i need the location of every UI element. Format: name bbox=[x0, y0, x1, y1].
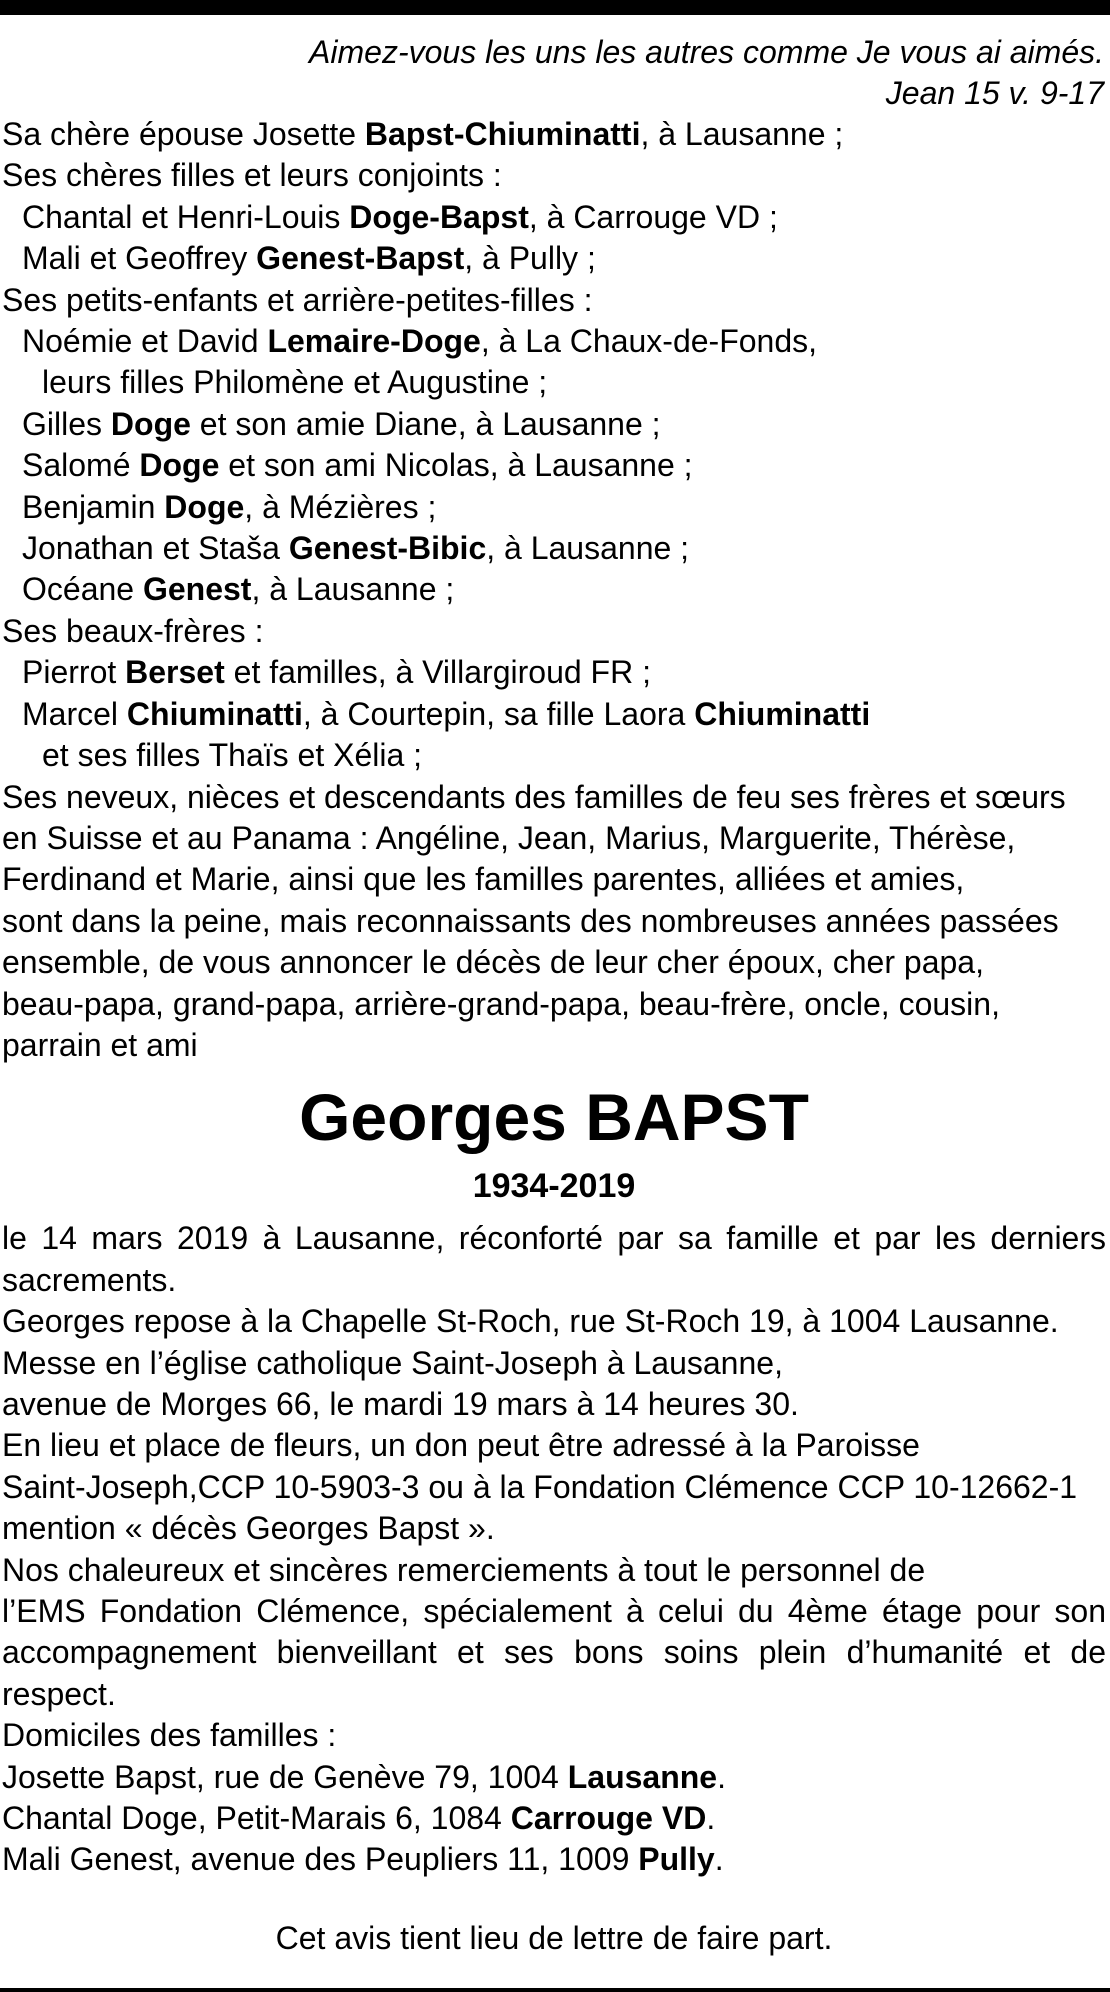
grandchild-surname: Doge bbox=[139, 447, 220, 484]
closing-note: Cet avis tient lieu de lettre de faire part. bbox=[275, 1919, 833, 1956]
grandchild-prefix: Gilles bbox=[22, 405, 111, 442]
grandchild-line bbox=[2, 569, 1106, 610]
grandchild-suffix: , à La Chaux-de-Fonds, bbox=[480, 323, 818, 360]
verse-text: Aimez-vous les uns les autres comme Je vous ai aimés. bbox=[309, 34, 1104, 70]
niece-surname: Chiuminatti bbox=[694, 695, 871, 732]
brother-in-law-prefix: Pierrot bbox=[22, 654, 126, 691]
grandchild-line bbox=[2, 404, 1106, 445]
grandchild-prefix: Benjamin bbox=[22, 488, 165, 525]
grandchild-prefix: Noémie et David bbox=[22, 323, 268, 360]
grandchildren-heading: Ses petits-enfants et arrière-petites-filles : bbox=[2, 281, 593, 318]
domicile-city: Carrouge VD bbox=[510, 1800, 707, 1837]
brother-in-law-prefix: Marcel bbox=[22, 695, 127, 732]
spouse-suffix: , à Lausanne ; bbox=[640, 116, 844, 152]
domicile-address: Josette Bapst, rue de Genève 79, 1004 bbox=[2, 1758, 568, 1795]
domicile-line bbox=[2, 1757, 1106, 1798]
daughter-prefix: Mali et Geoffrey bbox=[22, 240, 257, 277]
top-border bbox=[0, 0, 1110, 15]
grandchild-prefix: Jonathan et Staša bbox=[22, 530, 289, 567]
grandchild-line bbox=[2, 321, 1106, 362]
daughter-suffix: , à Pully ; bbox=[464, 240, 596, 277]
grandchild-suffix: , à Lausanne ; bbox=[251, 571, 455, 608]
daughter-suffix: , à Carrouge VD ; bbox=[528, 198, 778, 235]
daughter-line bbox=[2, 197, 1106, 238]
bible-verse bbox=[2, 32, 1106, 114]
domicile-address: Mali Genest, avenue des Peupliers 11, 1009 bbox=[2, 1841, 639, 1878]
bottom-border bbox=[0, 1988, 1110, 1992]
grandchild-suffix: et son amie Diane, à Lausanne ; bbox=[190, 405, 661, 442]
brother-in-law-middle: , à Courtepin, sa fille Laora bbox=[302, 695, 695, 732]
announcement-line: Ses neveux, nièces et descendants des familles de feu ses frères et sœurs bbox=[2, 778, 1066, 815]
grandchild-surname: Genest-Bibic bbox=[288, 530, 487, 567]
grandchild-line bbox=[2, 487, 1106, 528]
daughters-heading: Ses chères filles et leurs conjoints : bbox=[2, 157, 502, 194]
grandchild-continuation: leurs filles Philomène et Augustine ; bbox=[42, 364, 548, 401]
domicile-line bbox=[2, 1839, 1106, 1880]
announcement-line: Ferdinand et Marie, ainsi que les familles parentes, alliées et amies, bbox=[2, 861, 965, 898]
announcement-line: sont dans la peine, mais reconnaissants des nombreuses années passées bbox=[2, 902, 1059, 939]
domicile-line bbox=[2, 1798, 1106, 1839]
detail-line: avenue de Morges 66, le mardi 19 mars à 14 heures 30. bbox=[2, 1385, 799, 1422]
domicile-city: Pully bbox=[638, 1841, 715, 1878]
grandchild-prefix: Océane bbox=[22, 571, 143, 608]
grandchild-surname: Genest bbox=[142, 571, 252, 608]
grandchild-surname: Lemaire-Doge bbox=[267, 323, 481, 360]
daughter-line bbox=[2, 238, 1106, 279]
grandchild-line bbox=[2, 445, 1106, 486]
detail-line: Saint-Joseph,CCP 10-5903-3 ou à la Fondation Clémence CCP 10-12662-1 bbox=[2, 1468, 1078, 1505]
brother-in-law-suffix: et familles, à Villargiroud FR ; bbox=[224, 654, 651, 691]
grandchild-suffix: , à Mézières ; bbox=[244, 488, 437, 525]
deceased-name: Georges BAPST bbox=[299, 1080, 809, 1155]
grandchild-prefix: Salomé bbox=[22, 447, 140, 484]
domiciles-heading: Domiciles des familles : bbox=[2, 1717, 337, 1754]
brother-in-law-surname: Chiuminatti bbox=[126, 695, 303, 732]
brother-in-law-line bbox=[2, 694, 1106, 735]
domicile-end: . bbox=[717, 1758, 726, 1795]
detail-line: mention « décès Georges Bapst ». bbox=[2, 1510, 495, 1547]
brothers-in-law-heading: Ses beaux-frères : bbox=[2, 612, 264, 649]
domicile-end: . bbox=[714, 1841, 724, 1878]
grandchild-surname: Doge bbox=[110, 405, 191, 442]
daughter-prefix: Chantal et Henri-Louis bbox=[22, 198, 350, 235]
brother-in-law-surname: Berset bbox=[125, 654, 225, 691]
announcement-paragraph bbox=[2, 777, 1106, 1067]
domicile-end: . bbox=[706, 1800, 716, 1837]
detail-line: Messe en l’église catholique Saint-Joseph à Lausanne, bbox=[2, 1344, 783, 1381]
death-details: le 14 mars 2019 à Lausanne, réconforté par sa famille et par les derniers sacrements. bbox=[2, 1220, 1106, 1298]
daughter-surname: Genest-Bapst bbox=[256, 240, 465, 277]
grandchild-surname: Doge bbox=[164, 488, 245, 525]
thanks-line: Nos chaleureux et sincères remerciements à tout le personnel de bbox=[2, 1551, 926, 1588]
thanks-paragraph: l’EMS Fondation Clémence, spécialement à celui du 4ème étage pour son accompagnement bienveillant et ses bons soins plein d’humanité et de respect. bbox=[2, 1593, 1106, 1712]
deceased-years: 1934-2019 bbox=[472, 1167, 636, 1206]
spouse-prefix: Sa chère épouse Josette bbox=[2, 116, 365, 152]
brother-in-law-continuation: et ses filles Thaïs et Xélia ; bbox=[42, 737, 423, 774]
announcement-line: en Suisse et au Panama : Angéline, Jean, Marius, Marguerite, Thérèse, bbox=[2, 819, 1016, 856]
grandchild-suffix: , à Lausanne ; bbox=[486, 530, 690, 567]
detail-line: Georges repose à la Chapelle St-Roch, rue St-Roch 19, à 1004 Lausanne. bbox=[2, 1303, 1059, 1340]
brother-in-law-line bbox=[2, 652, 1106, 693]
announcement-line: beau-papa, grand-papa, arrière-grand-papa, beau-frère, oncle, cousin, bbox=[2, 985, 1000, 1022]
spouse-surname: Bapst-Chiuminatti bbox=[364, 116, 641, 152]
grandchild-line bbox=[2, 528, 1106, 569]
daughter-surname: Doge-Bapst bbox=[349, 198, 529, 235]
announcement-line: ensemble, de vous annoncer le décès de leur cher époux, cher papa, bbox=[2, 944, 984, 981]
domicile-address: Chantal Doge, Petit-Marais 6, 1084 bbox=[2, 1800, 511, 1837]
verse-reference: Jean 15 v. 9-17 bbox=[885, 75, 1104, 111]
announcement-line: parrain et ami bbox=[2, 1026, 198, 1063]
grandchild-suffix: et son ami Nicolas, à Lausanne ; bbox=[219, 447, 693, 484]
spouse-line bbox=[2, 114, 1106, 155]
domicile-city: Lausanne bbox=[567, 1758, 718, 1795]
notice-body bbox=[2, 32, 1106, 1958]
detail-line: En lieu et place de fleurs, un don peut être adressé à la Paroisse bbox=[2, 1427, 920, 1464]
